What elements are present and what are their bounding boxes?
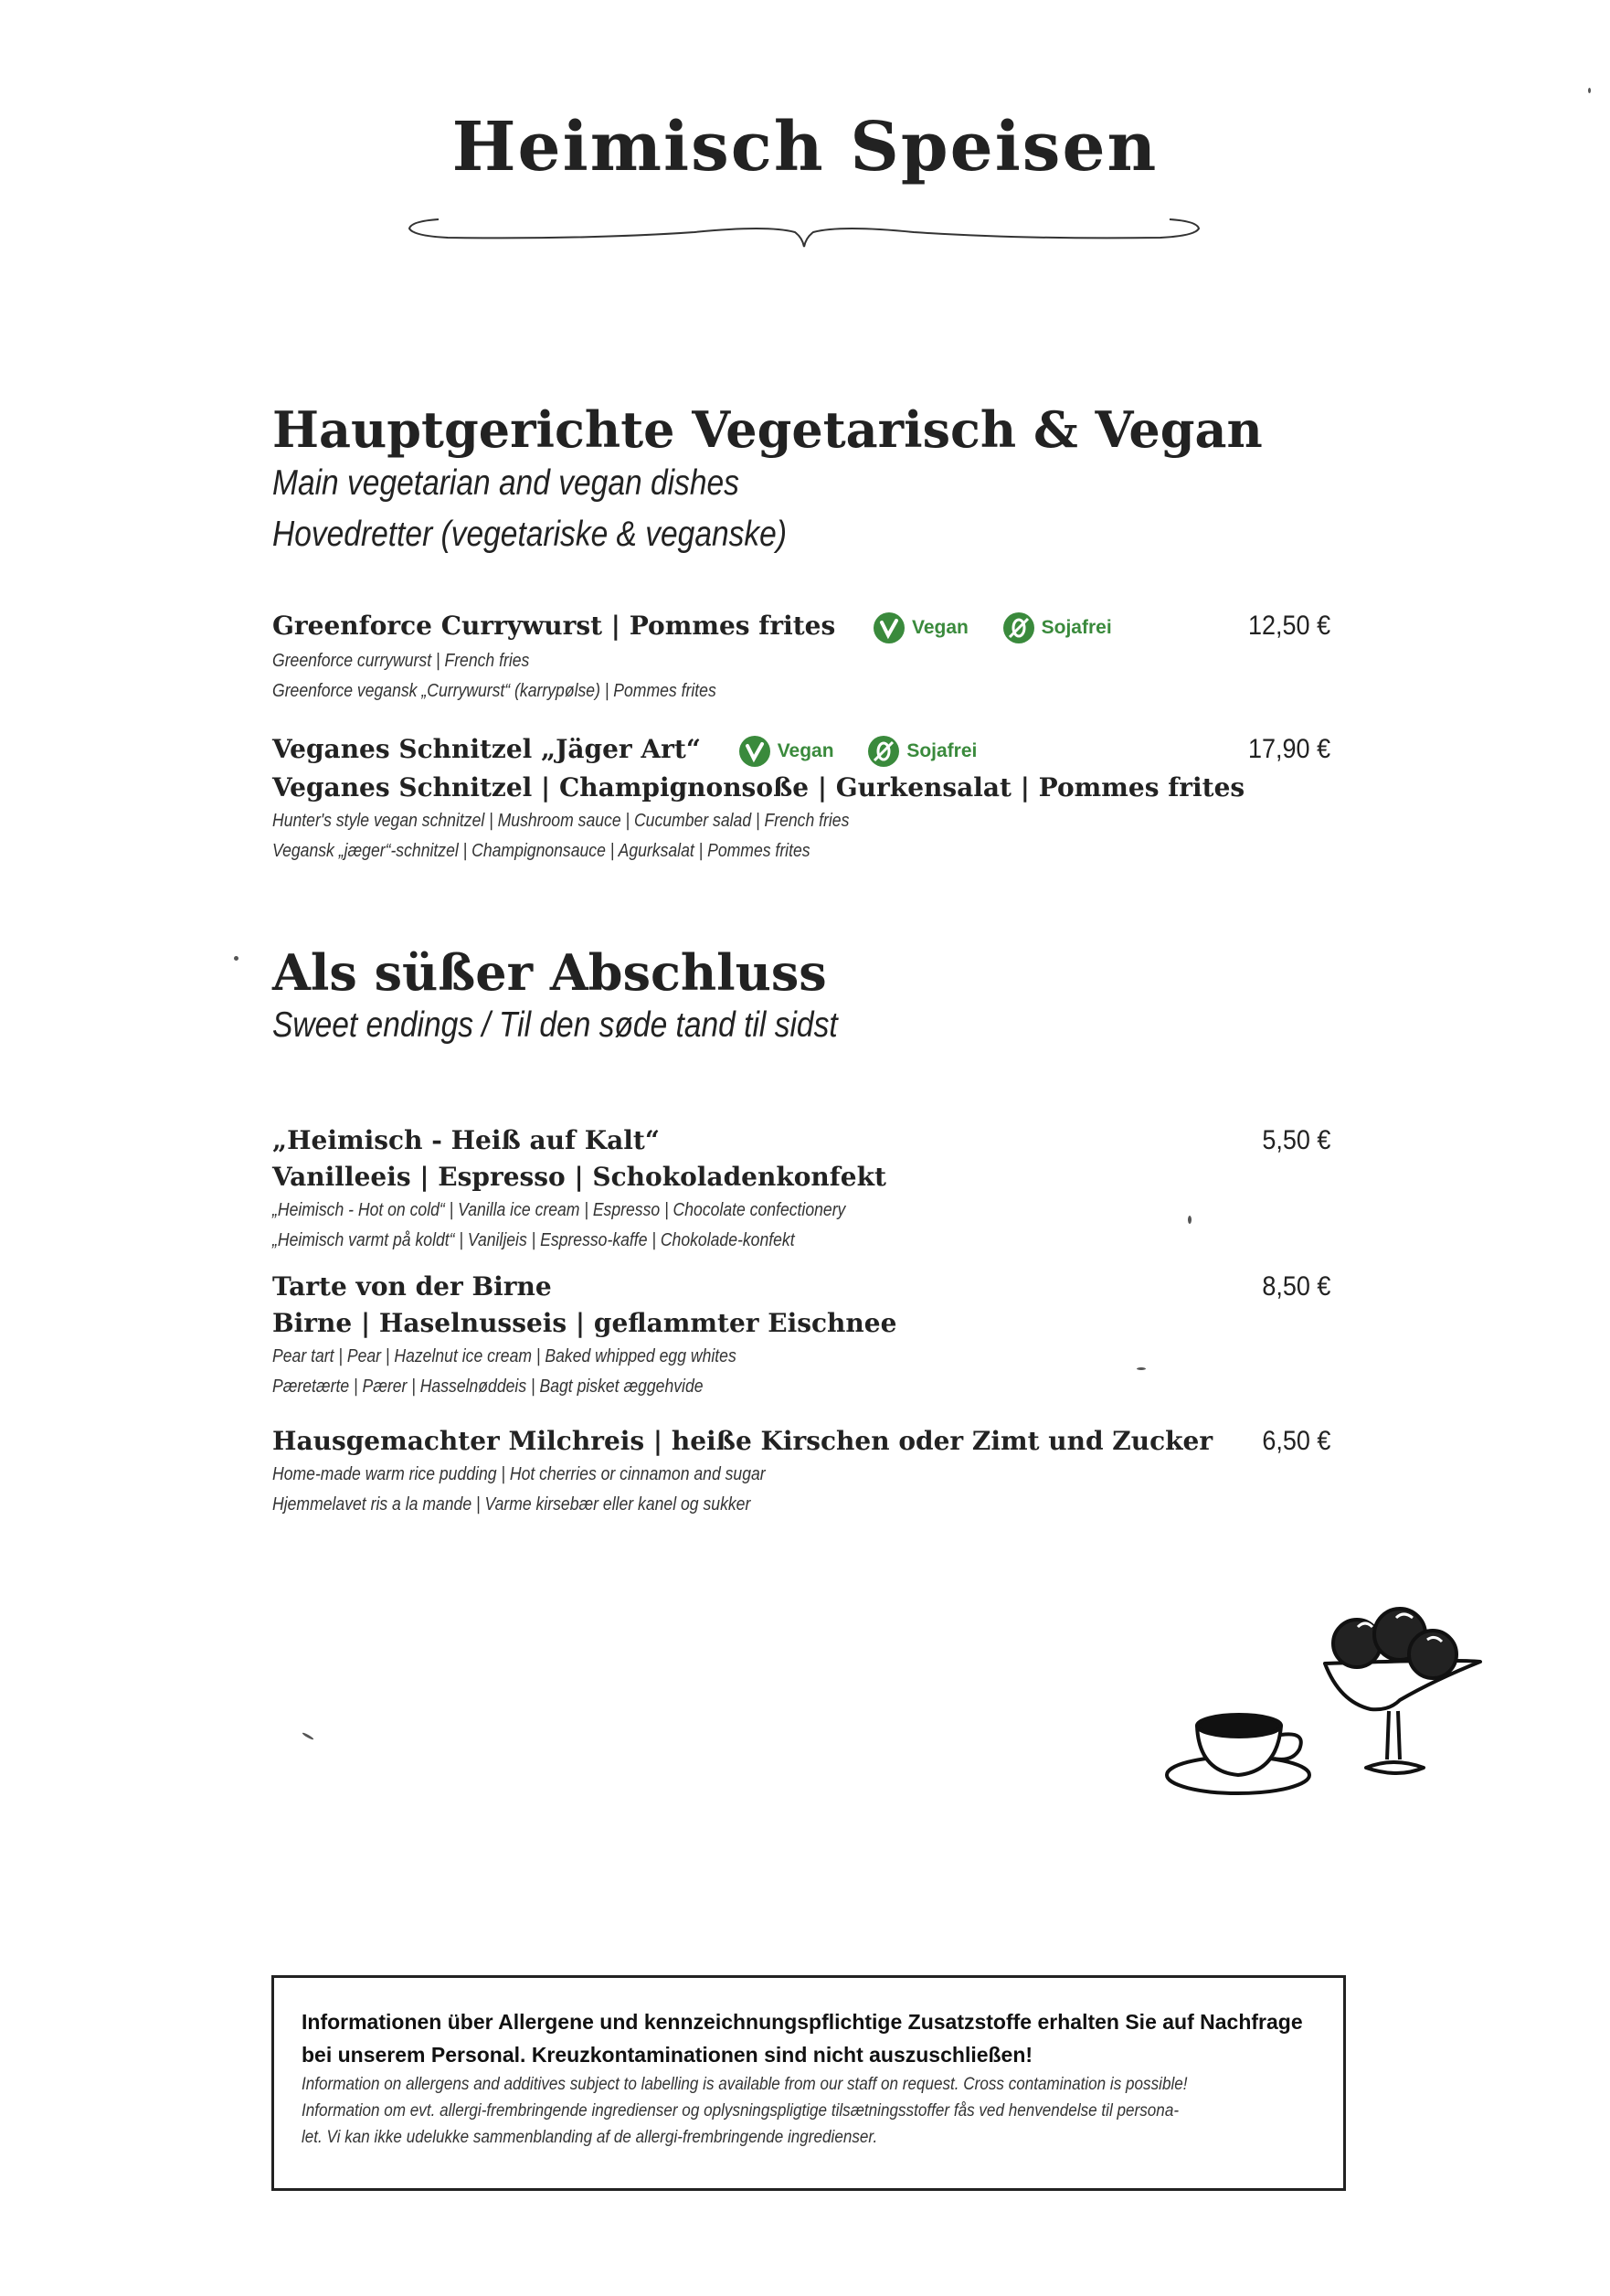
page-title: Heimisch Speisen bbox=[451, 108, 1159, 186]
menu-item-translation-en: Greenforce currywurst | French fries bbox=[272, 650, 530, 671]
title-ornament-divider bbox=[402, 212, 1206, 254]
menu-item-translation-en: „Heimisch - Hot on cold“ | Vanilla ice cream | Espresso | Chocolate confectionery bbox=[272, 1200, 846, 1220]
menu-item-name: Tarte von der Birne bbox=[272, 1271, 552, 1302]
menu-item-price: 5,50 € bbox=[1261, 1125, 1330, 1155]
menu-item-heiss-auf-kalt bbox=[272, 1122, 1350, 1256]
scan-speck bbox=[302, 1732, 314, 1741]
menu-item-translation-en: Pear tart | Pear | Hazelnut ice cream | Baked whipped egg whites bbox=[272, 1346, 736, 1366]
menu-item-description: Veganes Schnitzel | Champignonsoße | Gurkensalat | Pommes frites bbox=[272, 771, 1245, 803]
menu-item-translation-da: „Heimisch varmt på koldt“ | Vaniljeis | Espresso-kaffe | Chokolade-konfekt bbox=[272, 1230, 795, 1250]
scan-speck bbox=[1137, 1367, 1146, 1370]
allergen-notice-de-line2: bei unserem Personal. Kreuzkontaminationen sind nicht auszuschließen! bbox=[302, 2043, 1033, 2067]
menu-item-name: Hausgemachter Milchreis | heiße Kirschen oder Zimt und Zucker bbox=[272, 1426, 1213, 1456]
menu-item-price: 8,50 € bbox=[1261, 1271, 1330, 1302]
menu-item-translation-en: Hunter's style vegan schnitzel | Mushroom sauce | Cucumber salad | French fries bbox=[272, 810, 850, 831]
menu-item-description: Vanilleeis | Espresso | Schokoladenkonfekt bbox=[272, 1162, 886, 1192]
menu-item-translation-da: Pæretærte | Pærer | Hasselnøddeis | Bagt pisket æggehvide bbox=[272, 1377, 704, 1397]
soy-free-icon bbox=[868, 736, 899, 767]
section-subtitle-da: Hovedretter (vegetariske & veganske) bbox=[272, 515, 787, 554]
coffee-and-ice-cream-sundae-icon bbox=[1160, 1563, 1489, 1819]
section-subtitle-en: Main vegetarian and vegan dishes bbox=[272, 463, 739, 503]
scan-speck bbox=[1588, 88, 1591, 93]
soy-free-icon bbox=[1003, 612, 1034, 643]
menu-item-name: Greenforce Currywurst | Pommes frites bbox=[272, 611, 836, 641]
vegan-leaf-icon bbox=[739, 736, 770, 767]
menu-item-name: „Heimisch - Heiß auf Kalt“ bbox=[272, 1125, 660, 1155]
menu-item-translation-en: Home-made warm rice pudding | Hot cherries or cinnamon and sugar bbox=[272, 1464, 766, 1484]
menu-item-name: Veganes Schnitzel „Jäger Art“ bbox=[272, 734, 701, 764]
scan-speck bbox=[234, 956, 238, 961]
allergen-notice-da-line2: let. Vi kan ikke udelukke sammenblanding af de allergi-frembringende ingredienser. bbox=[302, 2128, 878, 2147]
menu-item-translation-da: Vegansk „jæger“-schnitzel | Champignonsauce | Agurksalat | Pommes frites bbox=[272, 840, 810, 861]
menu-item-milchreis bbox=[272, 1423, 1350, 1520]
allergen-notice-da-line1: Information om evt. allergi-frembringende ingredienser og oplysningspligtige tilsætningsstoffer fås ved henvendelse til persona- bbox=[302, 2101, 1180, 2121]
vegan-leaf-icon bbox=[874, 612, 905, 643]
allergen-notice-de-line1: Informationen über Allergene und kennzeichnungspflichtige Zusatzstoffe erhalten Sie auf Nachfrage bbox=[302, 2010, 1303, 2034]
soy-free-badge: Sojafrei bbox=[868, 733, 977, 770]
section-subtitle: Sweet endings / Til den søde tand til sidst bbox=[272, 1005, 838, 1045]
section-title-desserts: Als süßer Abschluss bbox=[272, 943, 827, 1002]
menu-item-translation-da: Hjemmelavet ris a la mande | Varme kirsebær eller kanel og sukker bbox=[272, 1494, 751, 1515]
menu-item-translation-da: Greenforce vegansk „Currywurst“ (karrypølse) | Pommes frites bbox=[272, 680, 716, 701]
menu-item-price: 17,90 € bbox=[1247, 734, 1330, 764]
scan-speck bbox=[1188, 1216, 1192, 1224]
vegan-badge: Vegan bbox=[874, 610, 969, 646]
vegan-badge: Vegan bbox=[739, 733, 834, 770]
allergen-notice-box bbox=[271, 1975, 1346, 2191]
menu-item-description: Birne | Haselnusseis | geflammter Eischnee bbox=[272, 1308, 897, 1338]
menu-item-currywurst bbox=[272, 608, 1350, 707]
allergen-notice-en: Information on allergens and additives subject to labelling is available from our staff on request. Cross contamination is possible! bbox=[302, 2075, 1188, 2094]
menu-item-vegan-schnitzel bbox=[272, 731, 1350, 866]
soy-free-badge: Sojafrei bbox=[1003, 610, 1112, 646]
menu-item-pear-tart bbox=[272, 1269, 1350, 1402]
menu-item-price: 6,50 € bbox=[1261, 1426, 1330, 1456]
section-title-vegetarian-vegan: Hauptgerichte Vegetarisch & Vegan bbox=[272, 400, 1263, 459]
menu-item-price: 12,50 € bbox=[1247, 611, 1330, 641]
